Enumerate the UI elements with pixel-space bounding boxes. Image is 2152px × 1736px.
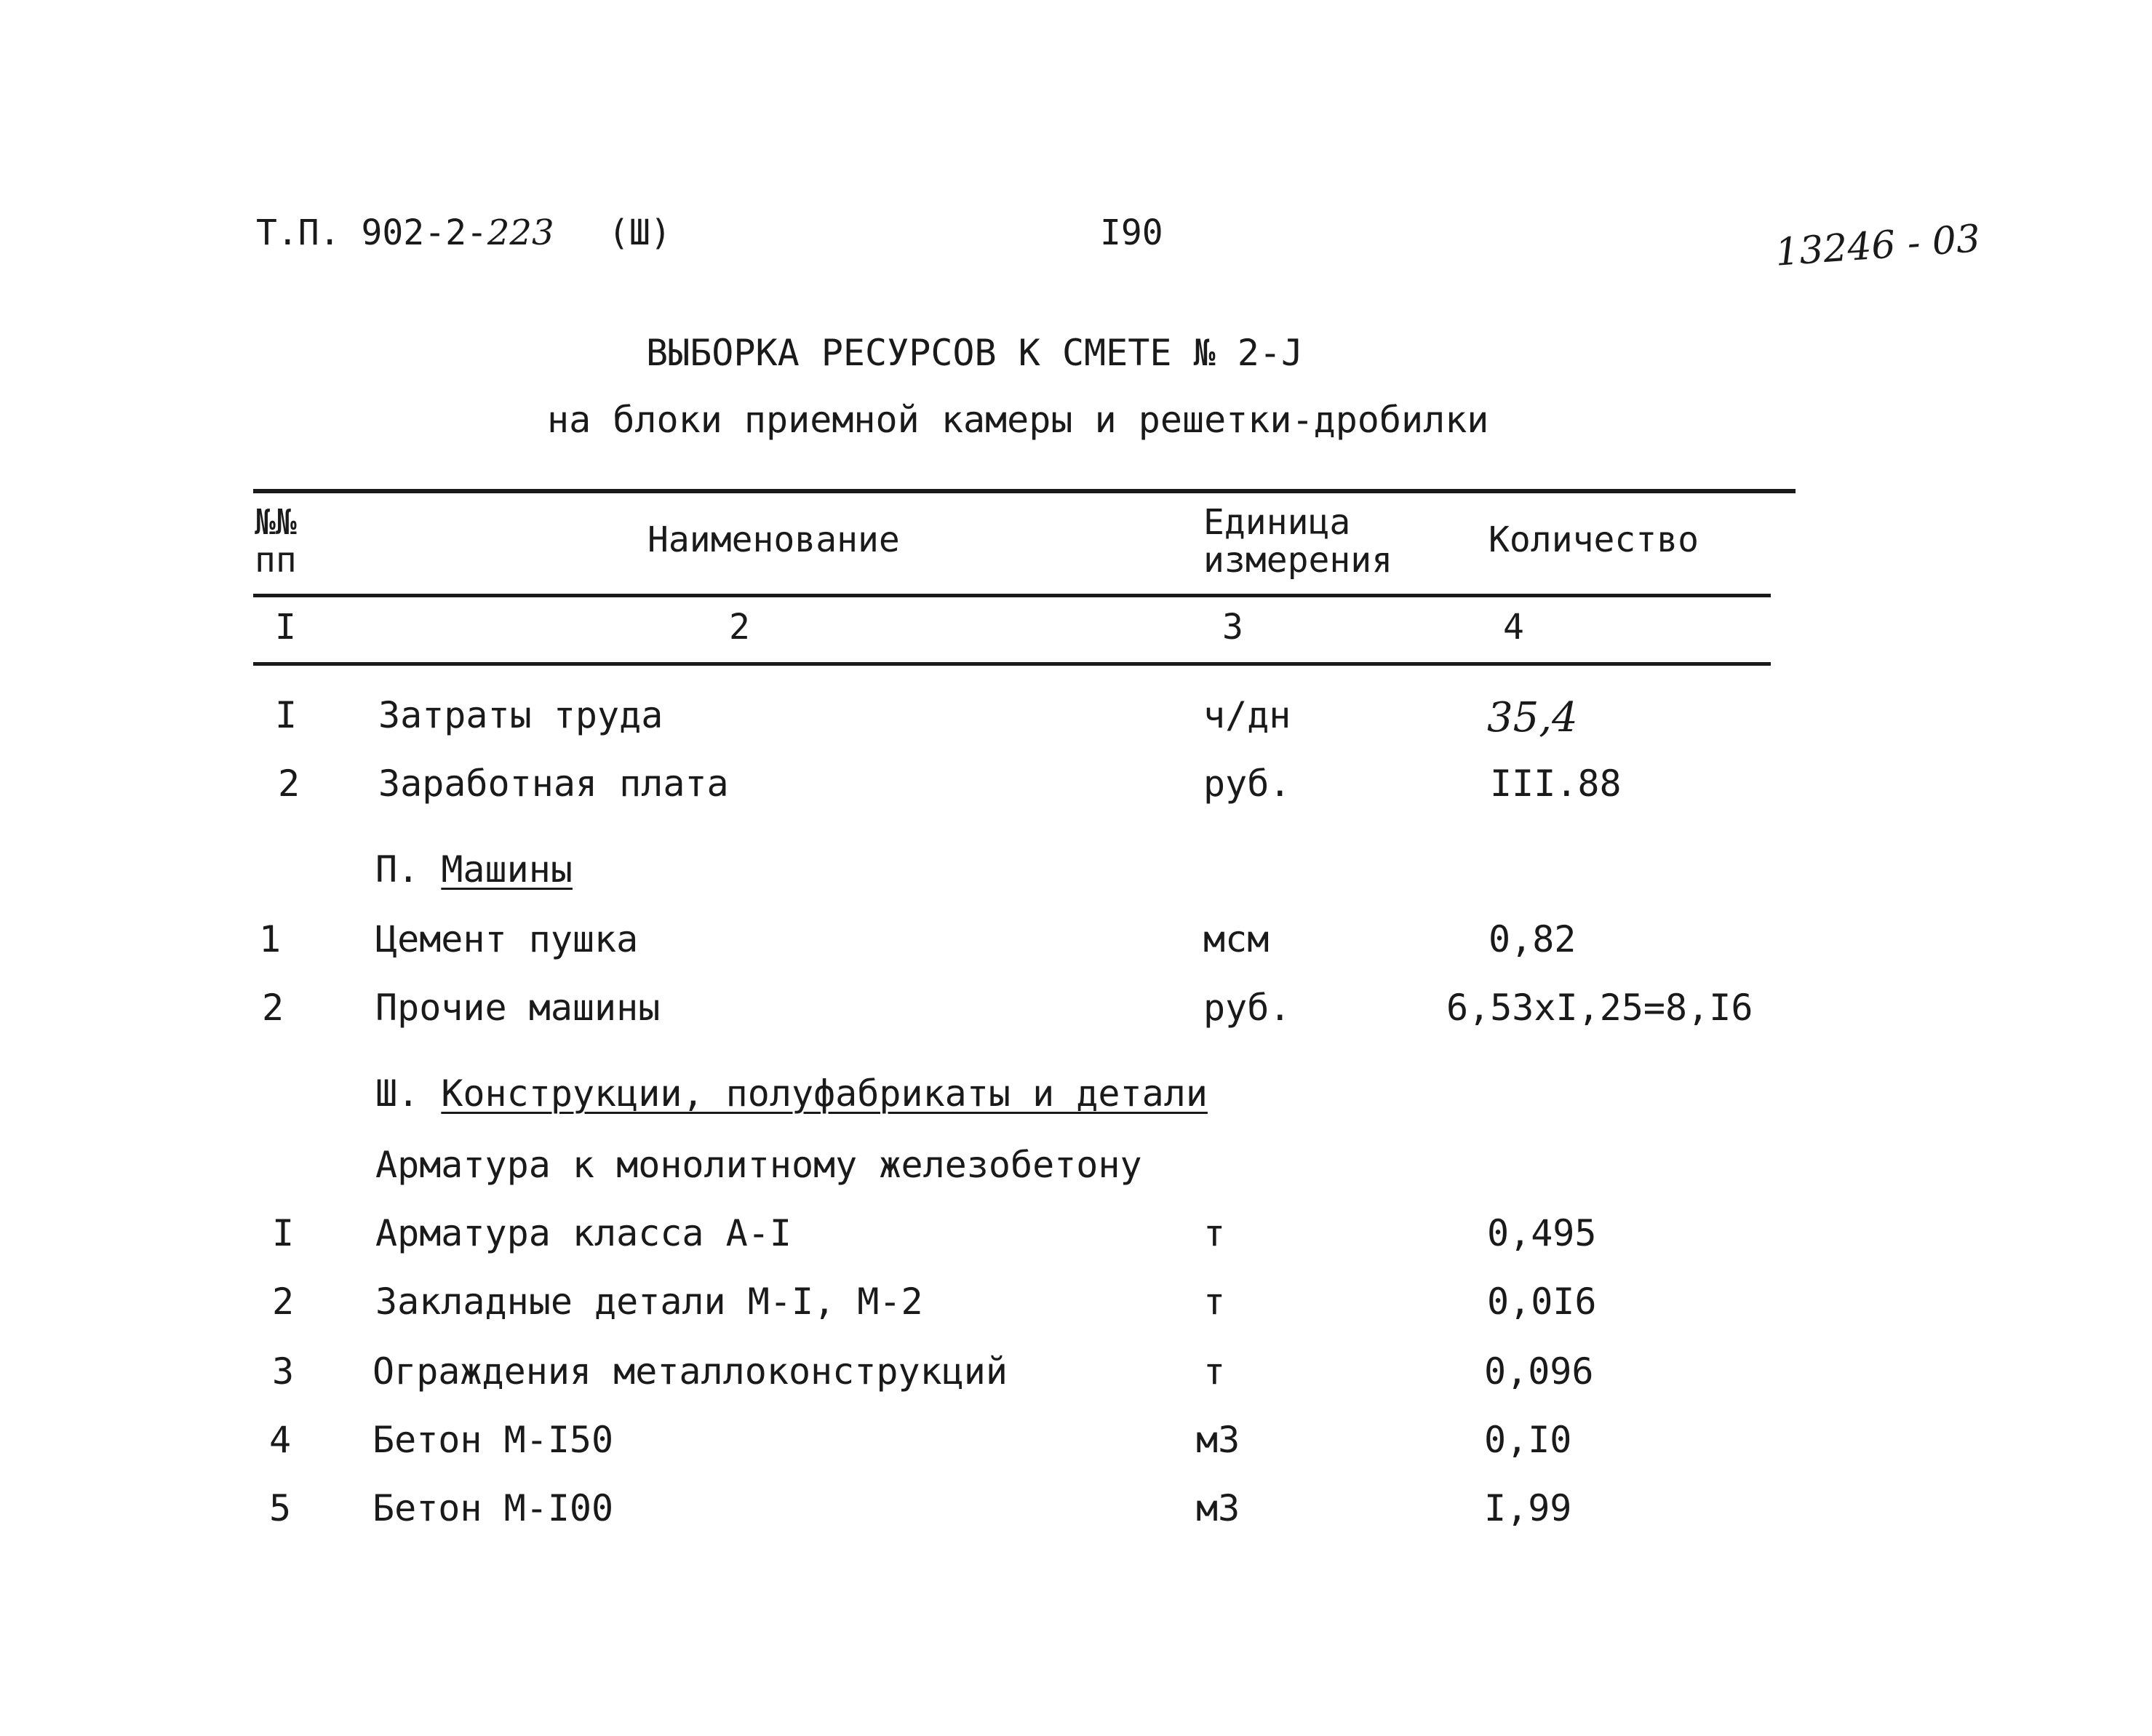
row-name: Арматура класса А-I xyxy=(375,1212,792,1254)
row-quantity: 0,0I6 xyxy=(1487,1281,1597,1323)
document-part: (Ш) xyxy=(608,212,671,253)
row-quantity: 0,096 xyxy=(1484,1350,1594,1393)
header-name: Наименование xyxy=(647,519,900,560)
header-quantity: Количество xyxy=(1489,519,1699,560)
row-number: I xyxy=(275,694,298,736)
document-title: ВЫБОРКА РЕСУРСОВ К СМЕТЕ № 2-J xyxy=(646,332,1304,374)
row-name: Заработная плата xyxy=(378,763,729,805)
document-prefix: Т.П. 902-2- xyxy=(256,212,487,253)
row-quantity: I,99 xyxy=(1484,1487,1572,1529)
row-quantity: 0,82 xyxy=(1489,918,1577,960)
document-number-handwritten: 223 xyxy=(487,212,554,253)
row-number: 2 xyxy=(278,763,300,805)
section-title: Конструкции, полуфабрикаты и детали xyxy=(441,1072,1208,1115)
row-number: 3 xyxy=(272,1350,295,1393)
page-number: I90 xyxy=(1100,212,1163,253)
archive-code-handwritten: 13246 - 03 xyxy=(1774,217,1982,275)
row-quantity: 35,4 xyxy=(1487,694,1578,741)
row-quantity: 6,53хI,25=8,I6 xyxy=(1446,987,1753,1029)
column-number: I xyxy=(275,607,296,648)
document-subtitle: на блоки приемной камеры и решетки-дробилки xyxy=(547,399,1489,441)
row-number: 4 xyxy=(269,1419,292,1461)
column-number: 2 xyxy=(729,607,750,648)
section-title: Машины xyxy=(441,848,573,891)
section-number: Ш. xyxy=(375,1072,420,1115)
column-numbers-bottom-rule xyxy=(253,662,1771,666)
column-number: 3 xyxy=(1222,607,1243,648)
row-name: Прочие машины xyxy=(375,987,661,1029)
row-number: I xyxy=(272,1212,295,1254)
row-name: Цемент пушка xyxy=(375,918,639,960)
row-name: Ограждения металлоконструкций xyxy=(372,1350,1008,1393)
row-unit: руб. xyxy=(1203,763,1291,805)
row-name: Закладные детали М-I, М-2 xyxy=(375,1281,923,1323)
row-quantity: 0,I0 xyxy=(1484,1419,1572,1461)
row-unit: т xyxy=(1203,1350,1226,1393)
row-name: Бетон М-I00 xyxy=(372,1487,614,1529)
row-unit: руб. xyxy=(1203,987,1291,1029)
row-unit: т xyxy=(1203,1212,1226,1254)
header-bottom-rule xyxy=(253,594,1771,597)
row-quantity: 0,495 xyxy=(1487,1212,1597,1254)
section-heading xyxy=(375,848,573,891)
row-quantity: III.88 xyxy=(1490,763,1622,805)
table-top-rule xyxy=(253,489,1796,493)
row-number: 5 xyxy=(269,1487,292,1529)
row-number: 1 xyxy=(259,918,282,960)
column-number: 4 xyxy=(1503,607,1524,648)
document-code xyxy=(256,212,554,253)
row-unit: м3 xyxy=(1196,1487,1240,1529)
row-number: 2 xyxy=(272,1281,295,1323)
row-unit: м3 xyxy=(1196,1419,1240,1461)
row-number: 2 xyxy=(262,987,284,1029)
subheading: Арматура к монолитному железобетону xyxy=(375,1144,1142,1186)
row-unit: ч/дн xyxy=(1203,694,1291,736)
header-unit: Единица измерения xyxy=(1203,502,1393,581)
section-number: П. xyxy=(375,848,420,891)
row-name: Бетон М-I50 xyxy=(372,1419,614,1461)
row-unit: т xyxy=(1203,1281,1226,1323)
header-number: №№ пп xyxy=(255,502,297,581)
section-heading xyxy=(375,1072,1208,1115)
row-name: Затраты труда xyxy=(378,694,663,736)
row-unit: мсм xyxy=(1203,918,1270,960)
